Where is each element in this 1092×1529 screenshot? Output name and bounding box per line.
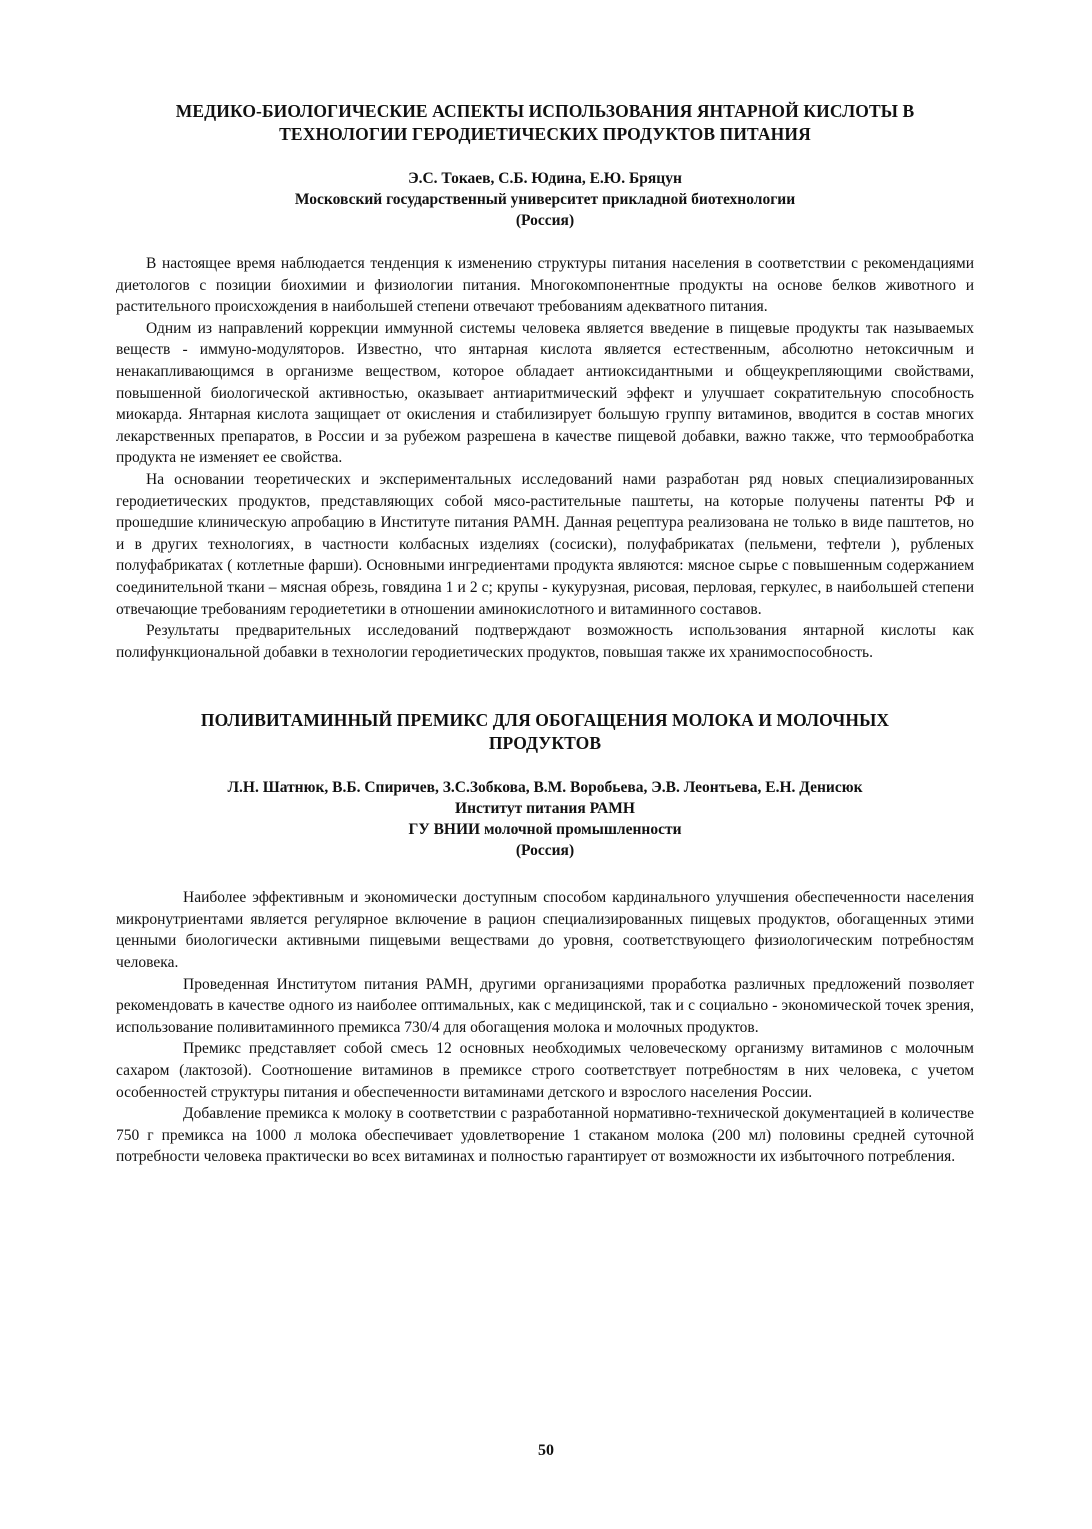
paragraph: Результаты предварительных исследований подтверждают возможность использования янтарной кислоты как полифункциональной добавки в технологии геродиетических продуктов, повышая также их хранимоспособность. [116, 622, 974, 661]
authors: Э.С. Токаев, С.Б. Юдина, Е.Ю. Бряцун [408, 170, 682, 187]
page [116, 90, 974, 1168]
article-1 [116, 100, 974, 663]
article-title [116, 709, 974, 755]
paragraph: Наиболее эффективным и экономически доступным способом кардинального улучшения обеспеченности населения микронутриентами является регулярное включение в рацион специализированных пищевых продуктов, обогащенных этими ценными биологически активными пищевыми веществами до уровня, соответствующего физиологическим потребностям человека. [116, 889, 974, 972]
article-title [116, 100, 974, 146]
affiliation: Московский государственный университет прикладной биотехнологии [294, 191, 796, 208]
title-line: МЕДИКО-БИОЛОГИЧЕСКИЕ АСПЕКТЫ ИСПОЛЬЗОВАНИЯ ЯНТАРНОЙ КИСЛОТЫ В [175, 101, 915, 121]
article-2 [116, 709, 974, 1168]
paragraph: Проведенная Институтом питания РАМН, другими организациями проработка различных предложений позволяет рекомендовать в качестве одного из наиболее оптимальных, как с медицинской, так и с социально - экономической точек зрения, использование поливитаминного премикса 730/4 для обогащения молока и молочных продуктов. [116, 975, 974, 1036]
article-body [116, 887, 974, 1168]
paragraph: Добавление премикса к молоку в соответствии с разработанной нормативно-технической документацией в количестве 750 г премикса на 1000 л молока обеспечивает удовлетворение 1 стаканом молока (200 мл) половины средней суточной потребности человека практически во всех витаминах и полностью гарантирует от возможности их избыточного потребления. [116, 1105, 974, 1166]
paragraph: Премикс представляет собой смесь 12 основных необходимых человеческому организму витаминов с молочным сахаром (лактозой). Соотношение витаминов в премиксе строго соответствует потребностям в них человека, с учетом особенностей структуры питания и обеспеченности витаминами детского и взрослого населения России. [116, 1040, 974, 1101]
title-line: ПОЛИВИТАМИННЫЙ ПРЕМИКС ДЛЯ ОБОГАЩЕНИЯ МОЛОКА И МОЛОЧНЫХ [200, 710, 890, 731]
affiliation: ГУ ВНИИ молочной промышленности [408, 821, 682, 839]
title-line: ПРОДУКТОВ [488, 733, 602, 754]
article-meta [116, 168, 974, 231]
article-body [116, 253, 974, 663]
paragraph: На основании теоретических и экспериментальных исследований нами разработан ряд новых специализированных геродиетических продуктов, представляющих собой мясо-растительные паштеты, на которые получены патенты РФ и прошедшие клиническую апробацию в Институте питания РАМН. Данная рецептура реализована не только в виде паштетов, но и в других технологиях, в частности колбасных изделиях (сосиски), полуфабрикатах (пельмени, тефтели ), рубленых полуфабрикатах ( котлетные фарши). Основными ингредиентами продукта являются: мясное сырье с повышенным содержанием соединительной ткани – мясная обрезь, говядина 1 и 2 с; крупы - кукурузная, рисовая, перловая, геркулес, в наибольшей степени отвечающие требованиям геродиететики в отношении аминокислотного и витаминного составов. [116, 470, 974, 618]
paragraph: В настоящее время наблюдается тенденция к изменению структуры питания населения в соответствии с рекомендациями диетологов с позиции биохимии и физиологии питания. Многокомпонентные продукты на основе белков животного и растительного происхождения в наибольшей степени отвечают требованиям адекватного питания. [116, 255, 974, 316]
affiliation: Институт питания РАМН [455, 800, 635, 818]
country: (Россия) [515, 842, 575, 860]
title-line: ТЕХНОЛОГИИ ГЕРОДИЕТИЧЕСКИХ ПРОДУКТОВ ПИТАНИЯ [279, 124, 811, 144]
article-meta [116, 777, 974, 861]
paragraph: Одним из направлений коррекции иммунной системы человека является введение в пищевые продукты так называемых веществ - иммуно-модуляторов. Известно, что янтарная кислота является естественным, абсолютно нетоксичным и ненакапливающимся в организме веществом, которое обладает антиоксидантными и общеукрепляющими свойствами, повышенной биологической активностью, оказывает антиаритмический эффект и улучшает сократительную способность миокарда. Янтарная кислота защищает от окисления и стабилизирует большую группу витаминов, вводится в состав многих лекарственных препаратов, в России и за рубежом разрешена в качестве пищевой добавки, важно также, что термообработка продукта не изменяет ее свойства. [116, 319, 974, 467]
country: (Россия) [515, 212, 575, 229]
page-number: 50 [538, 1442, 554, 1459]
authors: Л.Н. Шатнюк, В.Б. Спиричев, З.С.Зобкова, В.М. Воробьева, Э.В. Леонтьева, Е.Н. Денисюк [227, 779, 863, 797]
